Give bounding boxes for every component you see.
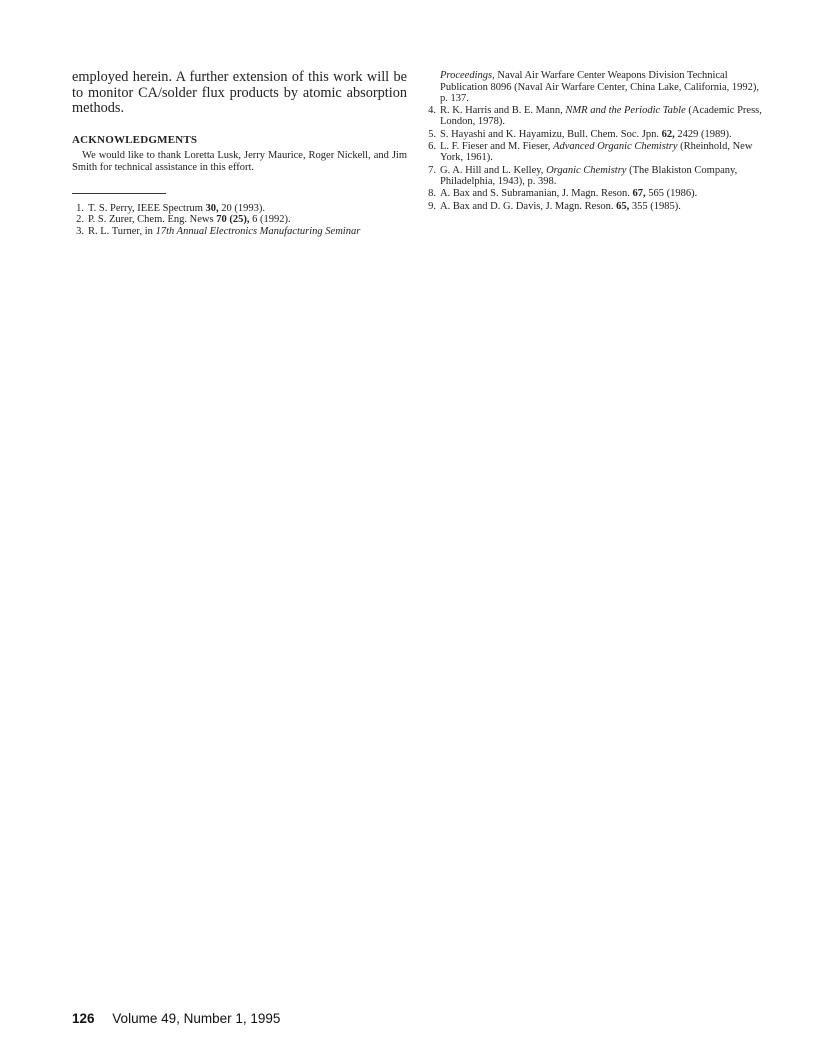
reference-text: G. A. Hill and L. Kelley, Organic Chemistry (The Blakiston Company, Philadelphia, 1943), p. 398. — [440, 164, 738, 188]
reference-text: T. S. Perry, IEEE Spectrum 30, 20 (1993). — [88, 202, 266, 214]
reference-item — [72, 214, 407, 226]
reference-number: 3. — [76, 225, 84, 237]
reference-text: P. S. Zurer, Chem. Eng. News 70 (25), 6 (1992). — [88, 214, 291, 226]
references-divider — [72, 193, 166, 194]
reference-item — [72, 226, 407, 238]
reference-item — [424, 165, 762, 188]
reference-list — [72, 203, 407, 238]
reference-text: L. F. Fieser and M. Fieser, Advanced Organic Chemistry (Rheinhold, New York, 1961). — [440, 140, 753, 164]
reference-number: 8. — [428, 188, 436, 200]
right-column — [424, 70, 762, 213]
reference-item — [424, 201, 762, 213]
reference-text: R. K. Harris and B. E. Mann, NMR and the Periodic Table (Academic Press, London, 1978). — [440, 104, 762, 128]
reference-number: 7. — [428, 164, 436, 176]
reference-item — [424, 188, 762, 200]
reference-text: A. Bax and S. Subramanian, J. Magn. Reson. 67, 565 (1986). — [440, 188, 698, 200]
acknowledgments-text: We would like to thank Loretta Lusk, Jerry Maurice, Roger Nickell, and Jim Smith for technical assistance in this effort. — [72, 149, 407, 174]
reference-text: A. Bax and D. G. Davis, J. Magn. Reson. 65, 355 (1985). — [440, 200, 681, 212]
reference-item — [424, 105, 762, 128]
reference-item — [424, 141, 762, 164]
reference-item — [72, 203, 407, 215]
reference-list — [424, 70, 762, 212]
left-column — [72, 70, 407, 237]
page-footer — [72, 1011, 280, 1026]
acknowledgments-heading: ACKNOWLEDGMENTS — [72, 133, 198, 146]
reference-item — [424, 129, 762, 141]
reference-number: 2. — [76, 214, 84, 226]
reference-text: R. L. Turner, in 17th Annual Electronics Manufacturing Seminar — [88, 225, 361, 237]
reference-text: S. Hayashi and K. Hayamizu, Bull. Chem. Soc. Jpn. 62, 2429 (1989). — [440, 128, 732, 140]
reference-number: 4. — [428, 104, 436, 116]
reference-number: 1. — [76, 202, 84, 214]
intro-paragraph: employed herein. A further extension of this work will be to monitor CA/solder flux products by atomic absorption methods. — [72, 69, 407, 116]
reference-number: 5. — [428, 128, 436, 140]
reference-number: 6. — [428, 140, 436, 152]
page-number: 126 — [72, 1011, 95, 1026]
journal-issue: Volume 49, Number 1, 1995 — [112, 1011, 281, 1026]
reference-number: 9. — [428, 200, 436, 212]
reference-continuation: Proceedings, Naval Air Warfare Center Weapons Division Technical Publication 8096 (Naval Air Warfare Center, China Lake, California, 1992), p. 137. — [440, 70, 759, 105]
